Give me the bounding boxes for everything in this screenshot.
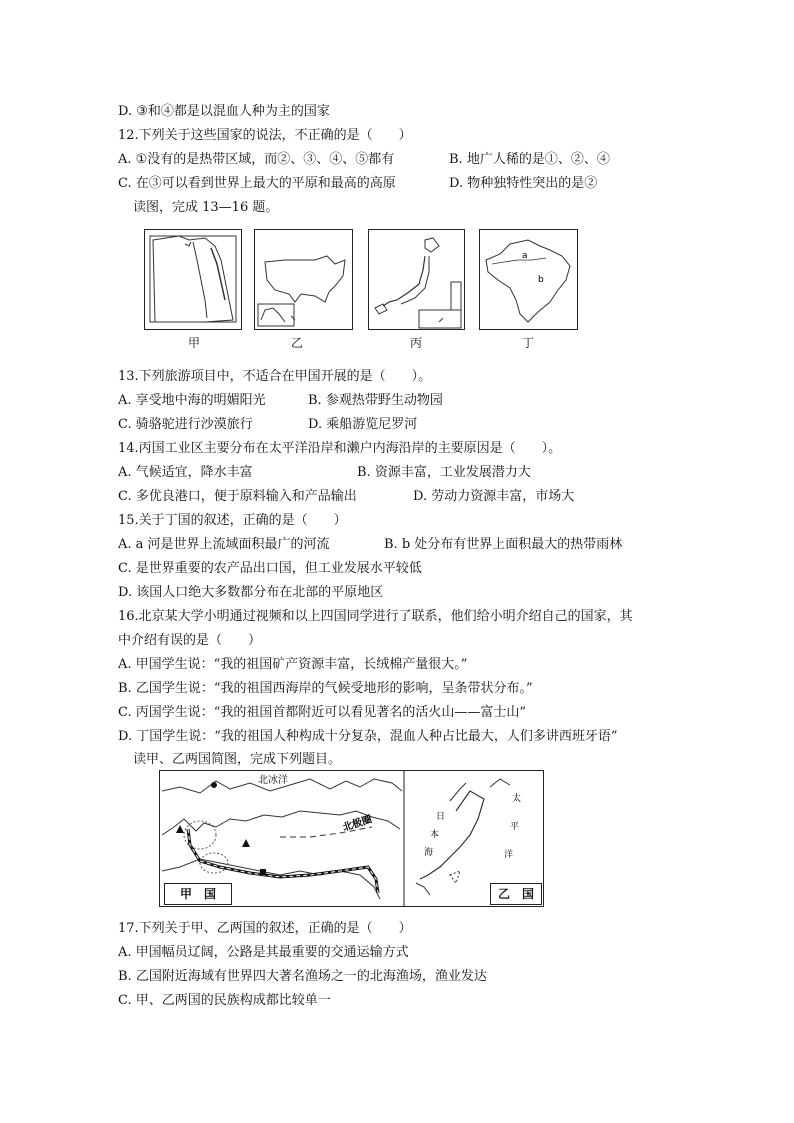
q15-option-c: C. 是世界重要的农产品出口国，但工业发展水平较低 — [118, 561, 422, 576]
q16-option-a: A. 甲国学生说：“我的祖国矿产资源丰富，长绒棉产量很大。” — [118, 657, 468, 672]
q16-stem-line1: 16.北京某大学小明通过视频和以上四国同学进行了联系，他们给小明介绍自己的国家，其 — [118, 609, 633, 624]
map-label-yi: 乙 — [290, 336, 303, 350]
pacific-char-2: 平 — [510, 822, 520, 832]
intro-17: 读甲、乙两国简图，完成下列题目。 — [133, 752, 342, 767]
q14-stem: 14.丙国工业区主要分布在太平洋沿岸和濑户内海沿岸的主要原因是（ ）。 — [118, 441, 562, 456]
q12-stem: 12.下列关于这些国家的说法，不正确的是（ ） — [118, 128, 412, 143]
map-label-jia: 甲 — [187, 336, 200, 350]
map-label-jia-country: 甲 国 — [164, 883, 232, 905]
q15-option-d: D. 该国人口绝大多数都分布在北部的平原地区 — [118, 585, 384, 600]
map-label-ding: 丁 — [521, 336, 534, 350]
q15-option-b: B. b 处分布有世界上面积最大的热带雨林 — [384, 537, 623, 552]
q12-option-d: D. 物种独特性突出的是② — [449, 176, 598, 191]
q16-option-b: B. 乙国学生说：“我的祖国西海岸的气候受地形的影响，呈条带状分布。” — [118, 681, 533, 696]
arctic-ocean-label: 北冰洋 — [258, 775, 288, 786]
ding-label-a: a — [522, 251, 528, 261]
sea-japan-char-2: 本 — [430, 830, 440, 840]
map-jia-egypt — [144, 229, 242, 330]
q11-option-d: D. ③和④都是以混血人种为主的国家 — [118, 104, 330, 119]
q13-stem: 13.下列旅游项目中，不适合在甲国开展的是（ ）。 — [118, 369, 432, 384]
q16-option-c: C. 丙国学生说：“我的祖国首都附近可以看见著名的活火山——富士山” — [118, 705, 527, 720]
q17-option-a: A. 甲国幅员辽阔，公路是其最重要的交通运输方式 — [118, 945, 409, 960]
q17-option-c: C. 甲、乙两国的民族构成都比较单一 — [118, 993, 331, 1008]
arctic-circle-label: 北极圈 — [341, 814, 374, 834]
map-ding-brazil — [479, 229, 578, 330]
q14-option-b: B. 资源丰富，工业发展潜力大 — [357, 465, 531, 480]
map-russia-japan — [159, 770, 544, 907]
sea-japan-char-3: 海 — [424, 848, 434, 858]
q14-option-d: D. 劳动力资源丰富，市场大 — [413, 489, 575, 504]
q13-option-b: B. 参观热带野生动物园 — [308, 393, 443, 408]
egypt-outline-icon — [145, 230, 241, 329]
q13-option-a: A. 享受地中海的明媚阳光 — [118, 393, 266, 408]
sea-japan-char-1: 日 — [436, 812, 446, 822]
q13-option-d: D. 乘船游览尼罗河 — [308, 417, 418, 432]
q15-option-a: A. a 河是世界上流域面积最广的河流 — [118, 537, 330, 552]
pacific-char-3: 洋 — [504, 850, 514, 860]
map-label-bing: 丙 — [409, 336, 422, 350]
brazil-outline-icon — [480, 230, 577, 329]
q13-option-c: C. 骑骆驼进行沙漠旅行 — [118, 417, 253, 432]
q16-stem-line2: 中介绍有误的是（ ） — [118, 633, 262, 648]
map-bing-japan — [368, 229, 465, 330]
pacific-char-1: 太 — [512, 794, 522, 804]
q17-stem: 17.下列关于甲、乙两国的叙述，正确的是（ ） — [118, 921, 412, 936]
intro-13-16: 读图，完成 13—16 题。 — [133, 200, 279, 215]
q17-option-b: B. 乙国附近海域有世界四大著名渔场之一的北海渔场，渔业发达 — [118, 969, 487, 984]
q15-stem: 15.关于丁国的叙述，正确的是（ ） — [118, 513, 347, 528]
q12-option-c: C. 在③可以看到世界上最大的平原和最高的高原 — [118, 176, 396, 191]
q12-option-b: B. 地广人稀的是①、②、④ — [449, 152, 610, 167]
ding-label-b: b — [538, 275, 544, 285]
q16-option-d: D. 丁国学生说：“我的祖国人种构成十分复杂，混血人种占比最大，人们多讲西班牙语” — [118, 729, 618, 744]
map-yi-usa — [254, 229, 353, 330]
q14-option-a: A. 气候适宜，降水丰富 — [118, 465, 253, 480]
q14-option-c: C. 多优良港口，便于原料输入和产品输出 — [118, 489, 357, 504]
usa-outline-icon — [255, 230, 352, 329]
map-label-yi-country: 乙 国 — [490, 883, 542, 905]
japan-outline-icon — [369, 230, 464, 329]
q12-option-a: A. ①没有的是热带区域，而②、③、④、⑤都有 — [118, 152, 395, 167]
